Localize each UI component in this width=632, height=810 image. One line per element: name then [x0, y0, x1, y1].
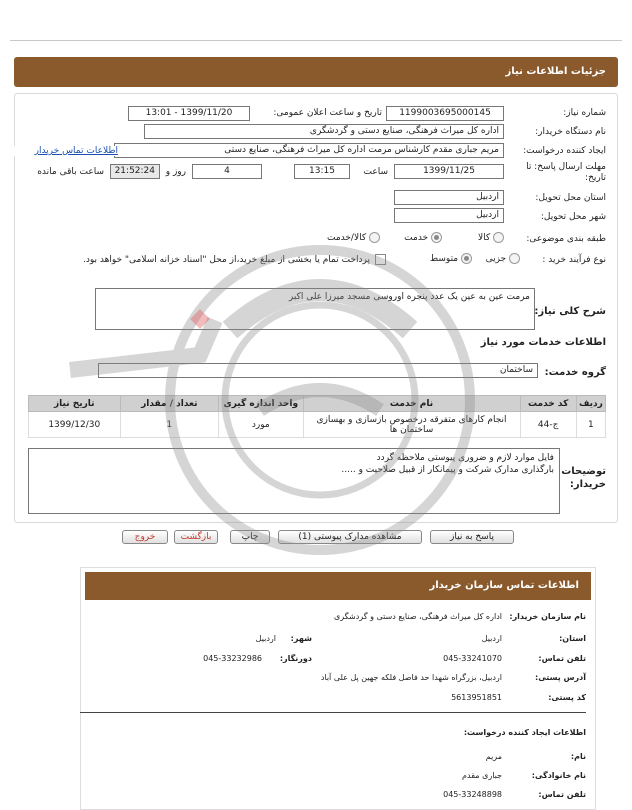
top-divider: [10, 40, 622, 41]
remaining-label: ساعت باقی مانده: [37, 167, 104, 177]
category-service-radio[interactable]: [431, 232, 442, 243]
contact-city-label: شهر:: [290, 634, 312, 643]
col-unit: واحد اندازه گیری: [219, 396, 303, 412]
city-field: اردبیل: [394, 208, 504, 223]
col-qty: تعداد / مقدار: [120, 396, 219, 412]
deadline-label: مهلت ارسال پاسخ: تا تاریخ:: [526, 162, 606, 183]
process-label: نوع فرآیند خرید :: [542, 255, 606, 265]
buyer-org-field: اداره کل میراث فرهنگی، صنایع دستی و گردشگری: [144, 124, 504, 139]
buyer-org-label: نام دستگاه خریدار:: [535, 127, 606, 137]
table-row: [29, 412, 606, 438]
contact-card-header: [85, 572, 591, 600]
col-code: کد خدمت: [520, 396, 576, 412]
col-row: ردیف: [576, 396, 605, 412]
deadline-date-field: 1399/11/25: [394, 164, 504, 179]
category-option-both[interactable]: کالا/خدمت: [327, 232, 380, 243]
col-date: تاریخ نیاز: [29, 396, 121, 412]
services-table-header: [29, 396, 606, 412]
cell-name: انجام کارهای متفرقه درخصوص بازسازی و بهسازی ساختمان ها: [303, 412, 520, 438]
contact-phone-label: تلفن تماس:: [538, 654, 586, 663]
contact-card: [80, 567, 596, 810]
contact-city: اردبیل: [255, 634, 276, 643]
cell-unit: مورد: [219, 412, 303, 438]
cell-row: 1: [576, 412, 605, 438]
contact-org: اداره کل میراث فرهنگی، صنایع دستی و گردشگری: [333, 612, 502, 621]
contact-address: اردبیل، بزرگراه شهدا حد فاصل فلکه جهین پل علی آباد: [320, 673, 502, 682]
reply-button[interactable]: پاسخ به نیاز: [430, 530, 514, 544]
need-number-label: شماره نیاز:: [563, 108, 606, 118]
deadline-time-field: 13:15: [294, 164, 350, 179]
contact-postal: 5613951851: [451, 693, 502, 702]
category-goods-radio[interactable]: [493, 232, 504, 243]
buyer-notes-label: توضیحات خریدار:: [561, 466, 606, 490]
contact-buyer-link[interactable]: اطلاعات تماس خریدار: [14, 146, 118, 156]
contact-name: مریم: [485, 752, 502, 761]
announce-label: تاریخ و ساعت اعلان عمومی:: [273, 108, 382, 118]
page-header: [14, 57, 618, 87]
process-option-medium[interactable]: متوسط: [430, 253, 472, 264]
services-section-title: اطلاعات خدمات مورد نیاز: [480, 337, 606, 348]
cell-date: 1399/12/30: [29, 412, 121, 438]
category-label: طبقه بندی موضوعی:: [526, 234, 606, 244]
description-box: [95, 288, 535, 330]
deadline-time-label: ساعت: [363, 167, 388, 177]
category-option-goods[interactable]: کالا: [478, 232, 504, 243]
cell-qty: 1: [120, 412, 219, 438]
service-group-label: گروه خدمت:: [544, 367, 606, 378]
contact-card-title: اطلاعات تماس سازمان خریدار: [429, 580, 579, 591]
contact-fax: 045-33232986: [203, 654, 262, 663]
contact-name-label: نام:: [570, 752, 586, 761]
contact-fax-label: دورنگار:: [279, 654, 312, 663]
category-both-radio[interactable]: [369, 232, 380, 243]
contact-divider: [80, 712, 586, 713]
exit-button[interactable]: خروج: [122, 530, 168, 544]
description-label: شرح کلی نیاز:: [534, 306, 606, 317]
contact-cphone: 045-33248898: [443, 790, 502, 799]
service-group-field: ساختمان: [98, 363, 538, 378]
province-field: اردبیل: [394, 190, 504, 205]
back-button[interactable]: بازگشت: [174, 530, 218, 544]
cell-code: ج-44: [520, 412, 576, 438]
process-medium-radio[interactable]: [461, 253, 472, 264]
remaining-time-field: 21:52:24: [110, 164, 160, 179]
buyer-notes-box: [28, 448, 560, 514]
description-text: مرمت عین به عین یک عدد پنجره اوروسی مسجد میرزا علی اکبر: [288, 292, 530, 302]
contact-province: اردبیل: [481, 634, 502, 643]
contact-family-label: نام خانوادگی:: [531, 771, 586, 780]
contact-org-label: نام سازمان خریدار:: [509, 612, 586, 621]
creator-value: مریم جباری مقدم کارشناس مرمت اداره کل میراث فرهنگی، صنایع دستی: [224, 145, 499, 155]
province-label: استان محل تحویل:: [535, 193, 606, 203]
payment-note: پرداخت تمام یا بخشی از مبلغ خرید،از محل "اسناد خزانه اسلامی" خواهد بود.: [82, 255, 370, 265]
process-minor-radio[interactable]: [509, 253, 520, 264]
attachments-button[interactable]: مشاهده مدارک پیوستی (1): [278, 530, 422, 544]
days-label: روز و: [165, 167, 186, 177]
buyer-notes-line1: فایل موارد لازم و ضروری پیوستی ملاحظه گردد: [376, 453, 554, 463]
creator-section-title: اطلاعات ایجاد کننده درخواست:: [463, 728, 586, 737]
contact-phone: 045-33241070: [443, 654, 502, 663]
buyer-notes-line2: بارگذاری مدارک شرکت و پیمانکار از قبیل صلاحیت و .....: [341, 465, 554, 475]
city-label: شهر محل تحویل:: [540, 212, 606, 222]
print-button[interactable]: چاپ: [230, 530, 270, 544]
treasury-checkbox[interactable]: [375, 254, 386, 265]
category-option-service[interactable]: خدمت: [404, 232, 442, 243]
process-option-minor[interactable]: جزیی: [486, 253, 520, 264]
col-name: نام خدمت: [303, 396, 520, 412]
contact-cphone-label: تلفن تماس:: [538, 790, 586, 799]
creator-label: ایجاد کننده درخواست:: [523, 146, 606, 156]
contact-postal-label: کد پستی:: [548, 693, 586, 702]
contact-family: جباری مقدم: [462, 771, 502, 780]
services-table: [28, 395, 606, 438]
days-field: 4: [192, 164, 262, 179]
page-title: جزئیات اطلاعات نیاز: [505, 66, 606, 77]
need-number-field: 1199003695000145: [386, 106, 504, 121]
contact-address-label: آدرس پستی:: [535, 673, 586, 682]
announce-field: 1399/11/20 - 13:01: [128, 106, 250, 121]
creator-field: [114, 143, 504, 158]
contact-province-label: استان:: [559, 634, 586, 643]
